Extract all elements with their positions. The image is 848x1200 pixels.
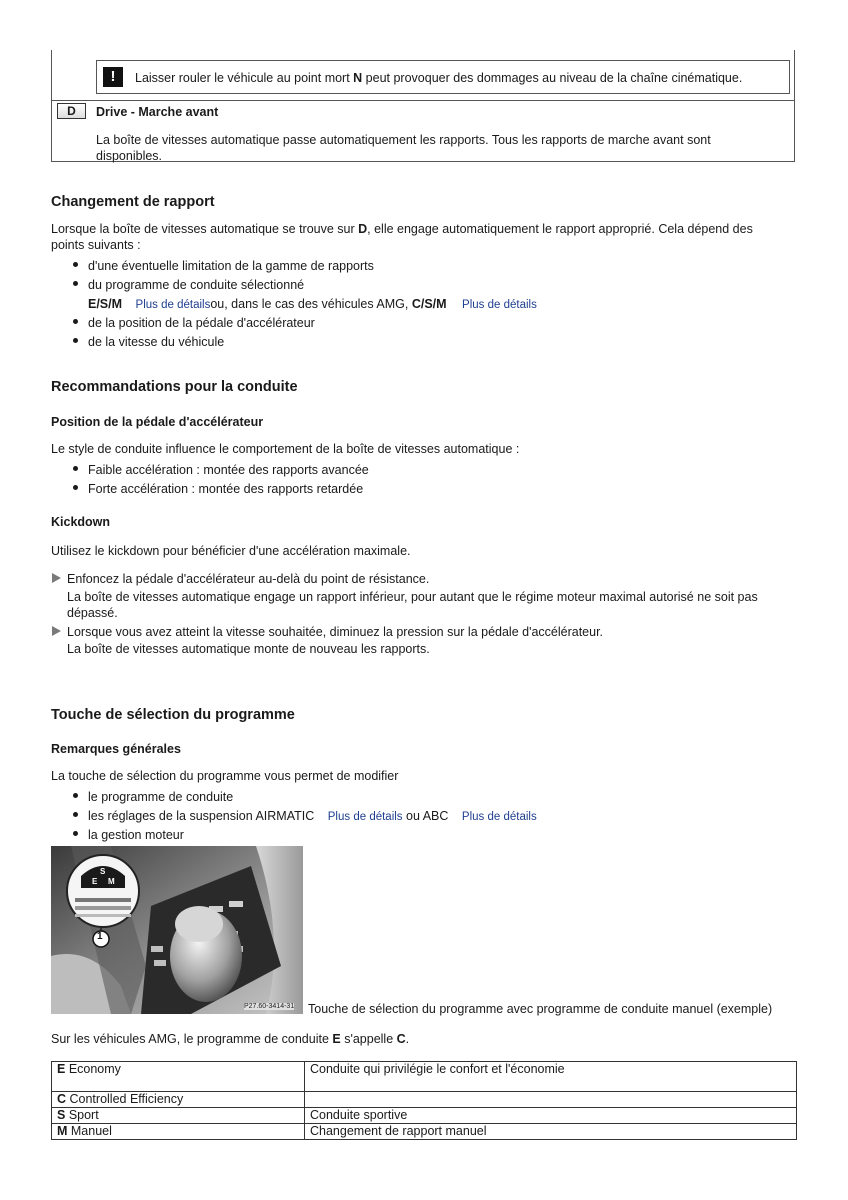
touche-intro: La touche de sélection du programme vous permet de modifier (51, 769, 399, 783)
mode-csm: C/S/M (411, 297, 447, 311)
more-details-link[interactable]: Plus de détails (327, 811, 403, 823)
bullet-dot (73, 812, 78, 817)
gear-badge: D (57, 103, 86, 119)
list-item: la gestion moteur (88, 828, 184, 842)
button-letter: E (92, 877, 98, 886)
step-arrow-icon (52, 573, 61, 583)
warning-icon: ! (103, 67, 123, 87)
bullet-dot (73, 466, 78, 471)
callout-number: 1 (97, 931, 103, 942)
mode-name-cell (52, 1108, 305, 1124)
list-item: le programme de conduite (88, 790, 234, 804)
warning-text-bold: N (353, 71, 363, 85)
mode-key: C (57, 1092, 67, 1106)
subsection-title-remarques: Remarques générales (51, 742, 181, 756)
mode-name-cell (52, 1062, 305, 1092)
mode-desc-cell: Changement de rapport manuel (305, 1124, 797, 1140)
section1-intro-2: points suivants : (51, 238, 141, 252)
amg-note-b: s'appelle (340, 1032, 397, 1046)
more-details-link[interactable]: Plus de détails (461, 811, 537, 823)
image-code: P27.60-3414-31 (244, 1003, 295, 1010)
amg-note-end: . (405, 1032, 410, 1046)
photo-caption: Touche de sélection du programme avec programme de conduite manuel (exemple) (308, 1002, 773, 1016)
mode-name-cell (52, 1092, 305, 1108)
subsection-title-pedale: Position de la pédale d'accélérateur (51, 415, 264, 429)
mode-desc-cell (305, 1092, 797, 1108)
intro-1a: Lorsque la boîte de vitesses automatique se trouve sur (51, 222, 359, 236)
step-1-note-2: dépassé. (67, 606, 118, 620)
mode-name: Manuel (67, 1124, 112, 1138)
mode-name-cell (52, 1124, 305, 1140)
amg-note-e: E (332, 1032, 341, 1046)
step-2: Lorsque vous avez atteint la vitesse souhaitée, diminuez la pression sur la pédale d'accélérateur. (67, 625, 604, 639)
gear-title: Drive - Marche avant (96, 105, 219, 119)
gear-desc-2: disponibles. (96, 149, 163, 163)
list-item: Forte accélération : montée des rapports retardée (88, 482, 364, 496)
warning-text-a: Laisser rouler le véhicule au point mort (135, 71, 354, 85)
table-row (52, 1092, 797, 1108)
list-item: d'une éventuelle limitation de la gamme de rapports (88, 259, 374, 273)
gear-desc-1: La boîte de vitesses automatique passe automatiquement les rapports. Tous les rapports de marche avant sont (96, 133, 711, 147)
list-item: de la position de la pédale d'accélérateur (88, 316, 315, 330)
amg-note-a: Sur les véhicules AMG, le programme de conduite (51, 1032, 333, 1046)
kickdown-text: Utilisez le kickdown pour bénéficier d'une accélération maximale. (51, 544, 411, 558)
list-item-modes (88, 296, 537, 313)
step-1-note-1: La boîte de vitesses automatique engage un rapport inférieur, pour autant que le régime moteur maximal autorisé ne soit pas (67, 590, 758, 604)
amg-note (51, 1031, 409, 1047)
intro-1b: D (358, 222, 368, 236)
bullet-dot (73, 485, 78, 490)
more-details-link[interactable]: Plus de détails (462, 299, 537, 311)
mode-key: E (57, 1062, 66, 1076)
abc-text: ou ABC (402, 809, 449, 823)
list-item: de la vitesse du véhicule (88, 335, 225, 349)
mode-name: Economy (65, 1062, 121, 1076)
intro-1c: , elle engage automatiquement le rapport approprié. Cela dépend des (367, 222, 753, 236)
button-letter: S (100, 867, 106, 876)
more-details-link[interactable]: Plus de détails (135, 299, 211, 311)
step-1: Enfoncez la pédale d'accélérateur au-delà du point de résistance. (67, 572, 430, 586)
warning-text-b: peut provoquer des dommages au niveau de la chaîne cinématique. (362, 71, 743, 85)
subsection-title-kickdown: Kickdown (51, 515, 111, 529)
bullet-dot (73, 831, 78, 836)
button-letter: M (108, 877, 115, 886)
mode-name: Sport (65, 1108, 99, 1122)
mode-mid-text: ou, dans le cas des véhicules AMG, (210, 297, 412, 311)
warning-text (135, 70, 742, 86)
section-title-changement: Changement de rapport (51, 194, 215, 210)
list-item: Faible accélération : montée des rapports avancée (88, 463, 369, 477)
bullet-dot (73, 338, 78, 343)
bullet-dot (73, 262, 78, 267)
step-2-note: La boîte de vitesses automatique monte de nouveau les rapports. (67, 642, 430, 656)
mode-name: Controlled Efficiency (66, 1092, 184, 1106)
mode-key: S (57, 1108, 66, 1122)
section-title-touche: Touche de sélection du programme (51, 707, 295, 723)
list-item: du programme de conduite sélectionné (88, 278, 305, 292)
pedale-text: Le style de conduite influence le comportement de la boîte de vitesses automatique : (51, 442, 520, 456)
bullet-dot (73, 319, 78, 324)
list-item-suspension (88, 808, 537, 825)
console-illustration (51, 846, 303, 1014)
table-row (52, 1108, 797, 1124)
table-row (52, 1124, 797, 1140)
bullet-dot (73, 793, 78, 798)
mode-esm: E/S/M (88, 297, 123, 311)
table-row (52, 1062, 797, 1092)
bullet-dot (73, 281, 78, 286)
amg-note-c: C (396, 1032, 406, 1046)
mode-key: M (57, 1124, 68, 1138)
mode-desc-cell: Conduite qui privilégie le confort et l'économie (305, 1062, 797, 1092)
step-arrow-icon (52, 626, 61, 636)
program-selector-photo (51, 846, 303, 1014)
section1-intro-1 (51, 221, 753, 237)
suspension-text: les réglages de la suspension AIRMATIC (88, 809, 315, 823)
mode-desc-cell: Conduite sportive (305, 1108, 797, 1124)
driving-modes-table (51, 1061, 797, 1140)
section-title-recommandations: Recommandations pour la conduite (51, 379, 298, 395)
